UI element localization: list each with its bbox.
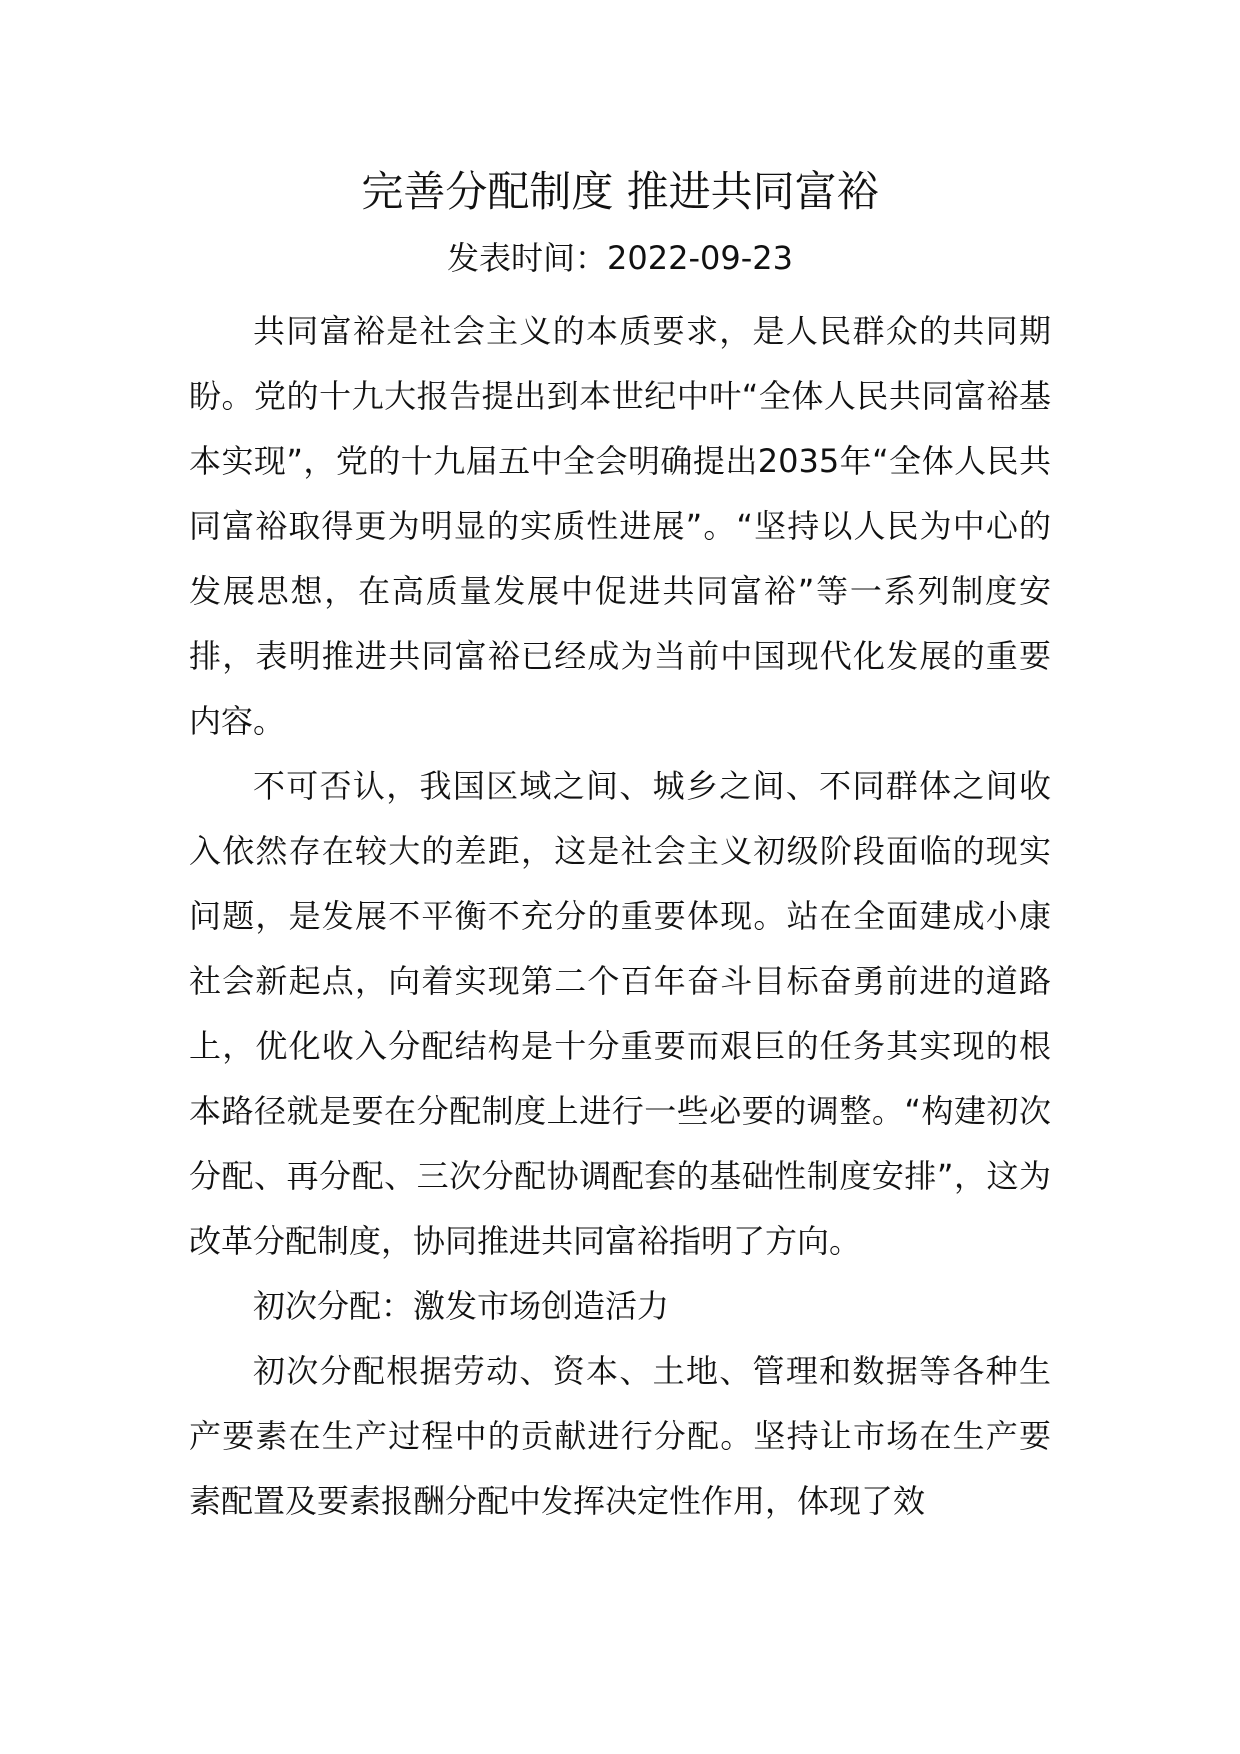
article-title: 完善分配制度 推进共同富裕 <box>361 167 879 216</box>
paragraph: 共同富裕是社会主义的本质要求，是人民群众的共同期盼。党的十九大报告提出到本世纪中叶“全体人民共同富裕基本实现”，党的十九届五中全会明确提出2035年“全体人民共同富裕取得更为明显的实质性进展”。“坚持以人民为中心的发展思想，在高质量发展中促进共同富裕”等一系列制度安排，表明推进共同富裕已经成为当前中国现代化发展的重要内容。 <box>189 312 1051 740</box>
section-heading: 初次分配：激发市场创造活力 <box>253 1287 670 1325</box>
paragraph: 不可否认，我国区域之间、城乡之间、不同群体之间收入依然存在较大的差距，这是社会主义初级阶段面临的现实问题，是发展不平衡不充分的重要体现。站在全面建成小康社会新起点，向着实现第二个百年奋斗目标奋勇前进的道路上，优化收入分配结构是十分重要而艰巨的任务其实现的根本路径就是要在分配制度上进行一些必要的调整。“构建初次分配、再分配、三次分配协调配套的基础性制度安排”，这为改革分配制度，协同推进共同富裕指明了方向。 <box>189 767 1051 1260</box>
paragraph: 初次分配根据劳动、资本、土地、管理和数据等各种生产要素在生产过程中的贡献进行分配。坚持让市场在生产要素配置及要素报酬分配中发挥决定性作用，体现了效 <box>189 1352 1051 1520</box>
publish-date: 发表时间：2022-09-23 <box>447 239 793 277</box>
article-body <box>189 299 1051 1534</box>
